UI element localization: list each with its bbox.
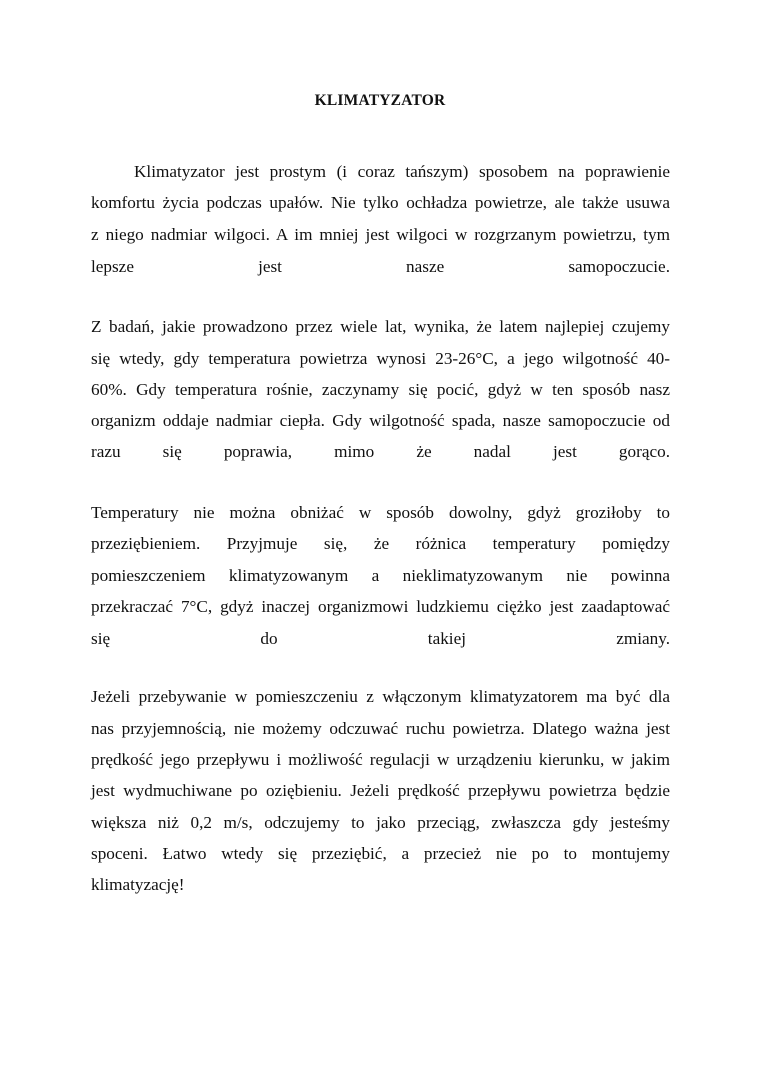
paragraph-line: pomieszczeniem klimatyzowanym a nieklimatyzowanym nie powinna: [91, 566, 670, 585]
paragraph-line: się wtedy, gdy temperatura powietrza wynosi 23-26°C, a jego wilgotność 40-: [91, 349, 670, 368]
paragraph-line: przekraczać 7°C, gdyż inaczej organizmowi ludzkiemu ciężko jest zaadaptować: [91, 597, 670, 616]
paragraph-line: większa niż 0,2 m/s, odczujemy to jako przeciąg, zwłaszcza gdy jesteśmy: [91, 813, 670, 832]
paragraph-line: 60%. Gdy temperatura rośnie, zaczynamy się pocić, gdyż w ten sposób nasz: [91, 380, 670, 399]
paragraph-line: się do takiej zmiany.: [91, 629, 670, 648]
paragraph-line: spoceni. Łatwo wtedy się przeziębić, a przecież nie po to montujemy: [91, 844, 670, 863]
paragraph-line: organizm oddaje nadmiar ciepła. Gdy wilgotność spada, nasze samopoczucie od: [91, 411, 670, 430]
paragraph-line: Temperatury nie można obniżać w sposób dowolny, gdyż groziłoby to: [91, 503, 670, 522]
paragraph-line: jest wydmuchiwane po oziębieniu. Jeżeli prędkość przepływu powietrza będzie: [91, 781, 670, 800]
paragraph-line: Klimatyzator jest prostym (i coraz tańszym) sposobem na poprawienie: [134, 162, 670, 181]
paragraph-line: klimatyzację!: [91, 875, 185, 894]
paragraph-line: przeziębieniem. Przyjmuje się, że różnica temperatury pomiędzy: [91, 534, 670, 553]
paragraph-line: nas przyjemnością, nie możemy odczuwać ruchu powietrza. Dlatego ważna jest: [91, 719, 670, 738]
paragraph-line: Jeżeli przebywanie w pomieszczeniu z włączonym klimatyzatorem ma być dla: [91, 687, 670, 706]
paragraph-line: lepsze jest nasze samopoczucie.: [91, 257, 670, 276]
paragraph-line: razu się poprawia, mimo że nadal jest gorąco.: [91, 442, 670, 461]
paragraph-line: Z badań, jakie prowadzono przez wiele lat, wynika, że latem najlepiej czujemy: [91, 317, 670, 336]
paragraph-line: prędkość jego przepływu i możliwość regulacji w urządzeniu kierunku, w jakim: [91, 750, 670, 769]
paragraph-line: komfortu życia podczas upałów. Nie tylko ochładza powietrze, ale także usuwa: [91, 193, 670, 212]
paragraph-line: z niego nadmiar wilgoci. A im mniej jest wilgoci w rozgrzanym powietrzu, tym: [91, 225, 670, 244]
document-title: KLIMATYZATOR: [314, 92, 446, 109]
